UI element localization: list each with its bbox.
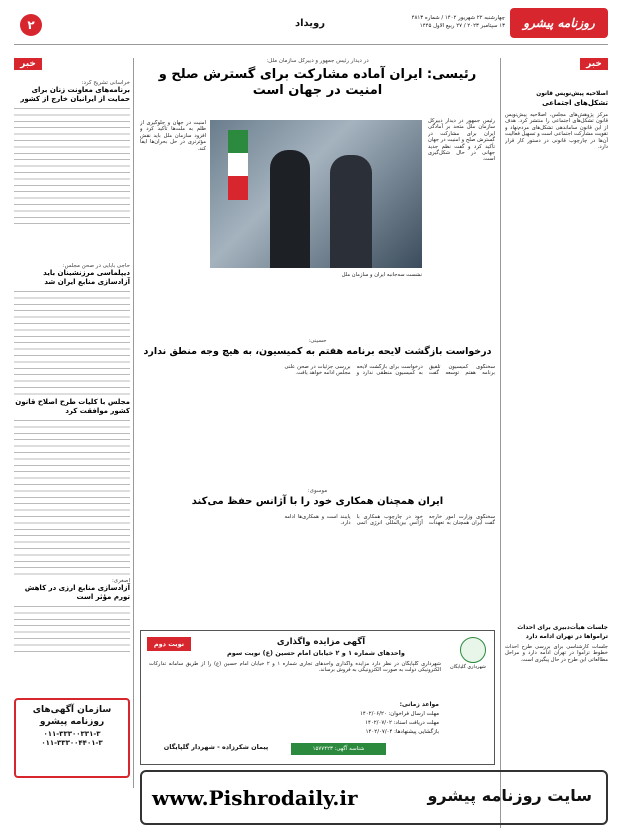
left-item-4-title: آزادسازی منابع ارزی در کاهش تورم مؤثر است (24, 584, 130, 601)
tender-subtitle: واحدهای شماره ۱ و ۲ خیابان امام حسین (ع) نوبت سوم (227, 649, 405, 657)
right-divider (500, 58, 501, 828)
right-column-header: خبر (580, 58, 608, 70)
lead-body-right: رئیس جمهور در دیدار دبیرکل سازمان ملل متحد بر آمادگی ایران برای مشارکت در گسترش صلح و امنیت در جهان تأکید کرد و گفت نظم جدید جهانی در حال شکل‌گیری است. (428, 118, 495, 163)
left-item-1-kicker: خراسانی تشریح کرد: (81, 80, 130, 86)
tender-date-3: بازگشایی پیشنهادها: ۱۴۰۲/۰۷/۰۴ (365, 729, 439, 735)
left-column-header: خبر (14, 58, 42, 70)
right-column (505, 58, 608, 828)
footer-site-label: سایت روزنامه پیشرو (427, 786, 592, 805)
ad-phone-2: ۰۱۱-۳۳۳۰۰۴۴۰۱-۳ (41, 739, 103, 747)
tender-ad (140, 630, 495, 765)
tender-code: شناسه آگهی: ۱۵۷۷۴۲۳ (291, 743, 386, 755)
left-item-1-title: برنامه‌های معاونت زنان برای حمایت از ایرانیان خارج از کشور (20, 86, 130, 103)
lead-photo (210, 120, 422, 268)
lead-body-left: امنیت در جهان و جلوگیری از ظلم به ملت‌ها تأکید کرد و افزود سازمان ملل باید نقش مؤثرتری در حل بحران‌ها ایفا کند. (140, 120, 206, 152)
date-line (395, 14, 505, 30)
right-story-body: مرکز پژوهش‌های مجلس، اصلاحیه پیش‌نویس قانون تشکل‌های اجتماعی را منتشر کرد. هدف از این قانون ساماندهی تشکل‌های مردم‌نهاد و تقویت مشارکت اجتماعی است و تسهیل فعالیت آن‌ها در چارچوب قانونی در دستور کار قرار دارد. (505, 112, 608, 151)
left-item-2-body (14, 287, 130, 397)
story3-kicker: موسوی: (307, 488, 328, 494)
tender-dates-title: مواعد زمانی: (399, 701, 439, 708)
tender-body: شهرداری گلپایگان در نظر دارد مزایده واگذاری واحدهای تجاری شماره ۱ و ۲ خیابان امام حسین (ع) را از طریق سامانه تدارکات الکترونیکی دولت به صورت الکترونیکی به فروش برساند. (149, 661, 441, 674)
ad-box-title: سازمان آگهی‌های روزنامه پیشرو (32, 705, 112, 727)
left-column (14, 58, 130, 778)
left-item-1 (14, 80, 130, 224)
left-item-4-kicker: اصغری: (111, 578, 130, 584)
tender-date-1: مهلت ارسال فراخوان: ۱۴۰۲/۰۶/۲۰ (359, 711, 439, 717)
left-item-3 (14, 398, 130, 576)
left-item-2-kicker: حاجی بابایی در صحن مجلس: (62, 263, 130, 269)
left-item-3-body (14, 416, 130, 576)
logo-band (510, 8, 608, 38)
tender-org: شهرداری گلپایگان (450, 665, 486, 670)
left-item-1-body (14, 104, 130, 224)
tender-title: آگهی مزایده واگذاری (276, 637, 366, 647)
story2-body: سخنگوی کمیسیون تلفیق برنامه هفتم توسعه گفت درخواست برای بازگشت لایحه به کمیسیون منطقی ندارد و بررسی جزئیات در صحن علنی مجلس ادامه خواهد یافت. (284, 364, 495, 377)
lead-photo-caption: نشست سه‌جانبه ایران و سازمان ملل (341, 272, 422, 278)
photo-figure-right (330, 155, 372, 268)
masthead (0, 0, 620, 46)
page-number: ۲ (27, 18, 35, 32)
story2-headline: درخواست بازگشت لایحه برنامه هفتم به کمیسیون، به هیچ وجه منطق ندارد (143, 346, 492, 357)
date-persian: چهارشنبه ۲۲ شهریور ۱۴۰۲ / شماره ۴۸۱۳ (411, 15, 505, 21)
tender-badge: نوبت دوم (147, 637, 191, 651)
right-story2-title-2: ترامواها در تهران ادامه دارد (525, 633, 608, 640)
lead-headline: رئیسی: ایران آماده مشارکت برای گسترش صلح و امنیت در جهان است (158, 67, 477, 98)
story2-kicker: حسینی: (308, 338, 327, 344)
story-2 (140, 338, 495, 483)
left-item-2 (14, 263, 130, 397)
left-item-3-title: مجلس با کلیات طرح اصلاح قانون کشور موافقت کرد (15, 398, 130, 415)
photo-figure-left (270, 150, 310, 268)
left-item-2-title: دیپلماسی مرزنشینان باید آزادسازی منابع ایران شد (43, 269, 130, 286)
story3-headline: ایران همچنان همکاری خود را با آژانس حفظ می‌کند (191, 496, 444, 507)
left-divider (133, 58, 134, 788)
story-3 (140, 488, 495, 628)
tender-emblem (460, 637, 486, 663)
date-gregorian: ۱۳ سپتامبر ۲۰۲۳ / ۲۷ ربیع الاول ۱۴۴۵ (419, 23, 505, 29)
masthead-rule (14, 44, 608, 45)
right-story2-body: جلسات کارشناسی برای بررسی طرح احداث خطوط تراموا در تهران ادامه دارد و مراحل مطالعاتی این طرح در حال پیگیری است. (505, 644, 608, 663)
ad-box (14, 698, 130, 778)
lead-kicker: در دیدار رئیس جمهور و دبیرکل سازمان ملل: (266, 58, 369, 64)
footer-url[interactable]: www.Pishrodaily.ir (152, 786, 358, 810)
page-number-badge (20, 14, 42, 36)
tender-signature: پیمان شکرزاده - شهردار گلپایگان (163, 743, 269, 751)
newspaper-logo: روزنامه پیشرو (523, 16, 595, 30)
footer-banner (140, 770, 608, 825)
right-story2-title: جلسات هیأت‌دبیری برای احداث (517, 624, 608, 631)
lead-story (140, 58, 495, 333)
section-title: رویداد (294, 18, 326, 29)
left-item-4-body (14, 602, 130, 652)
ad-phone-1: ۰۱۱-۳۳۳۰۰۳۳۱-۳ (43, 730, 101, 738)
left-item-4 (14, 578, 130, 652)
right-story-title: تشکل‌های اجتماعی (542, 99, 608, 107)
story3-body: سخنگوی وزارت امور خارجه گفت ایران همچنان به تعهدات خود در چارچوب همکاری با آژانس بین‌المللی انرژی اتمی پایبند است و همکاری‌ها ادامه دارد. (284, 514, 495, 527)
photo-flag-left (228, 130, 248, 200)
tender-date-2: مهلت دریافت اسناد: ۱۴۰۲/۰۷/۰۲ (365, 720, 439, 726)
right-story-kicker: اصلاحیه پیش‌نویس قانون (536, 91, 608, 97)
